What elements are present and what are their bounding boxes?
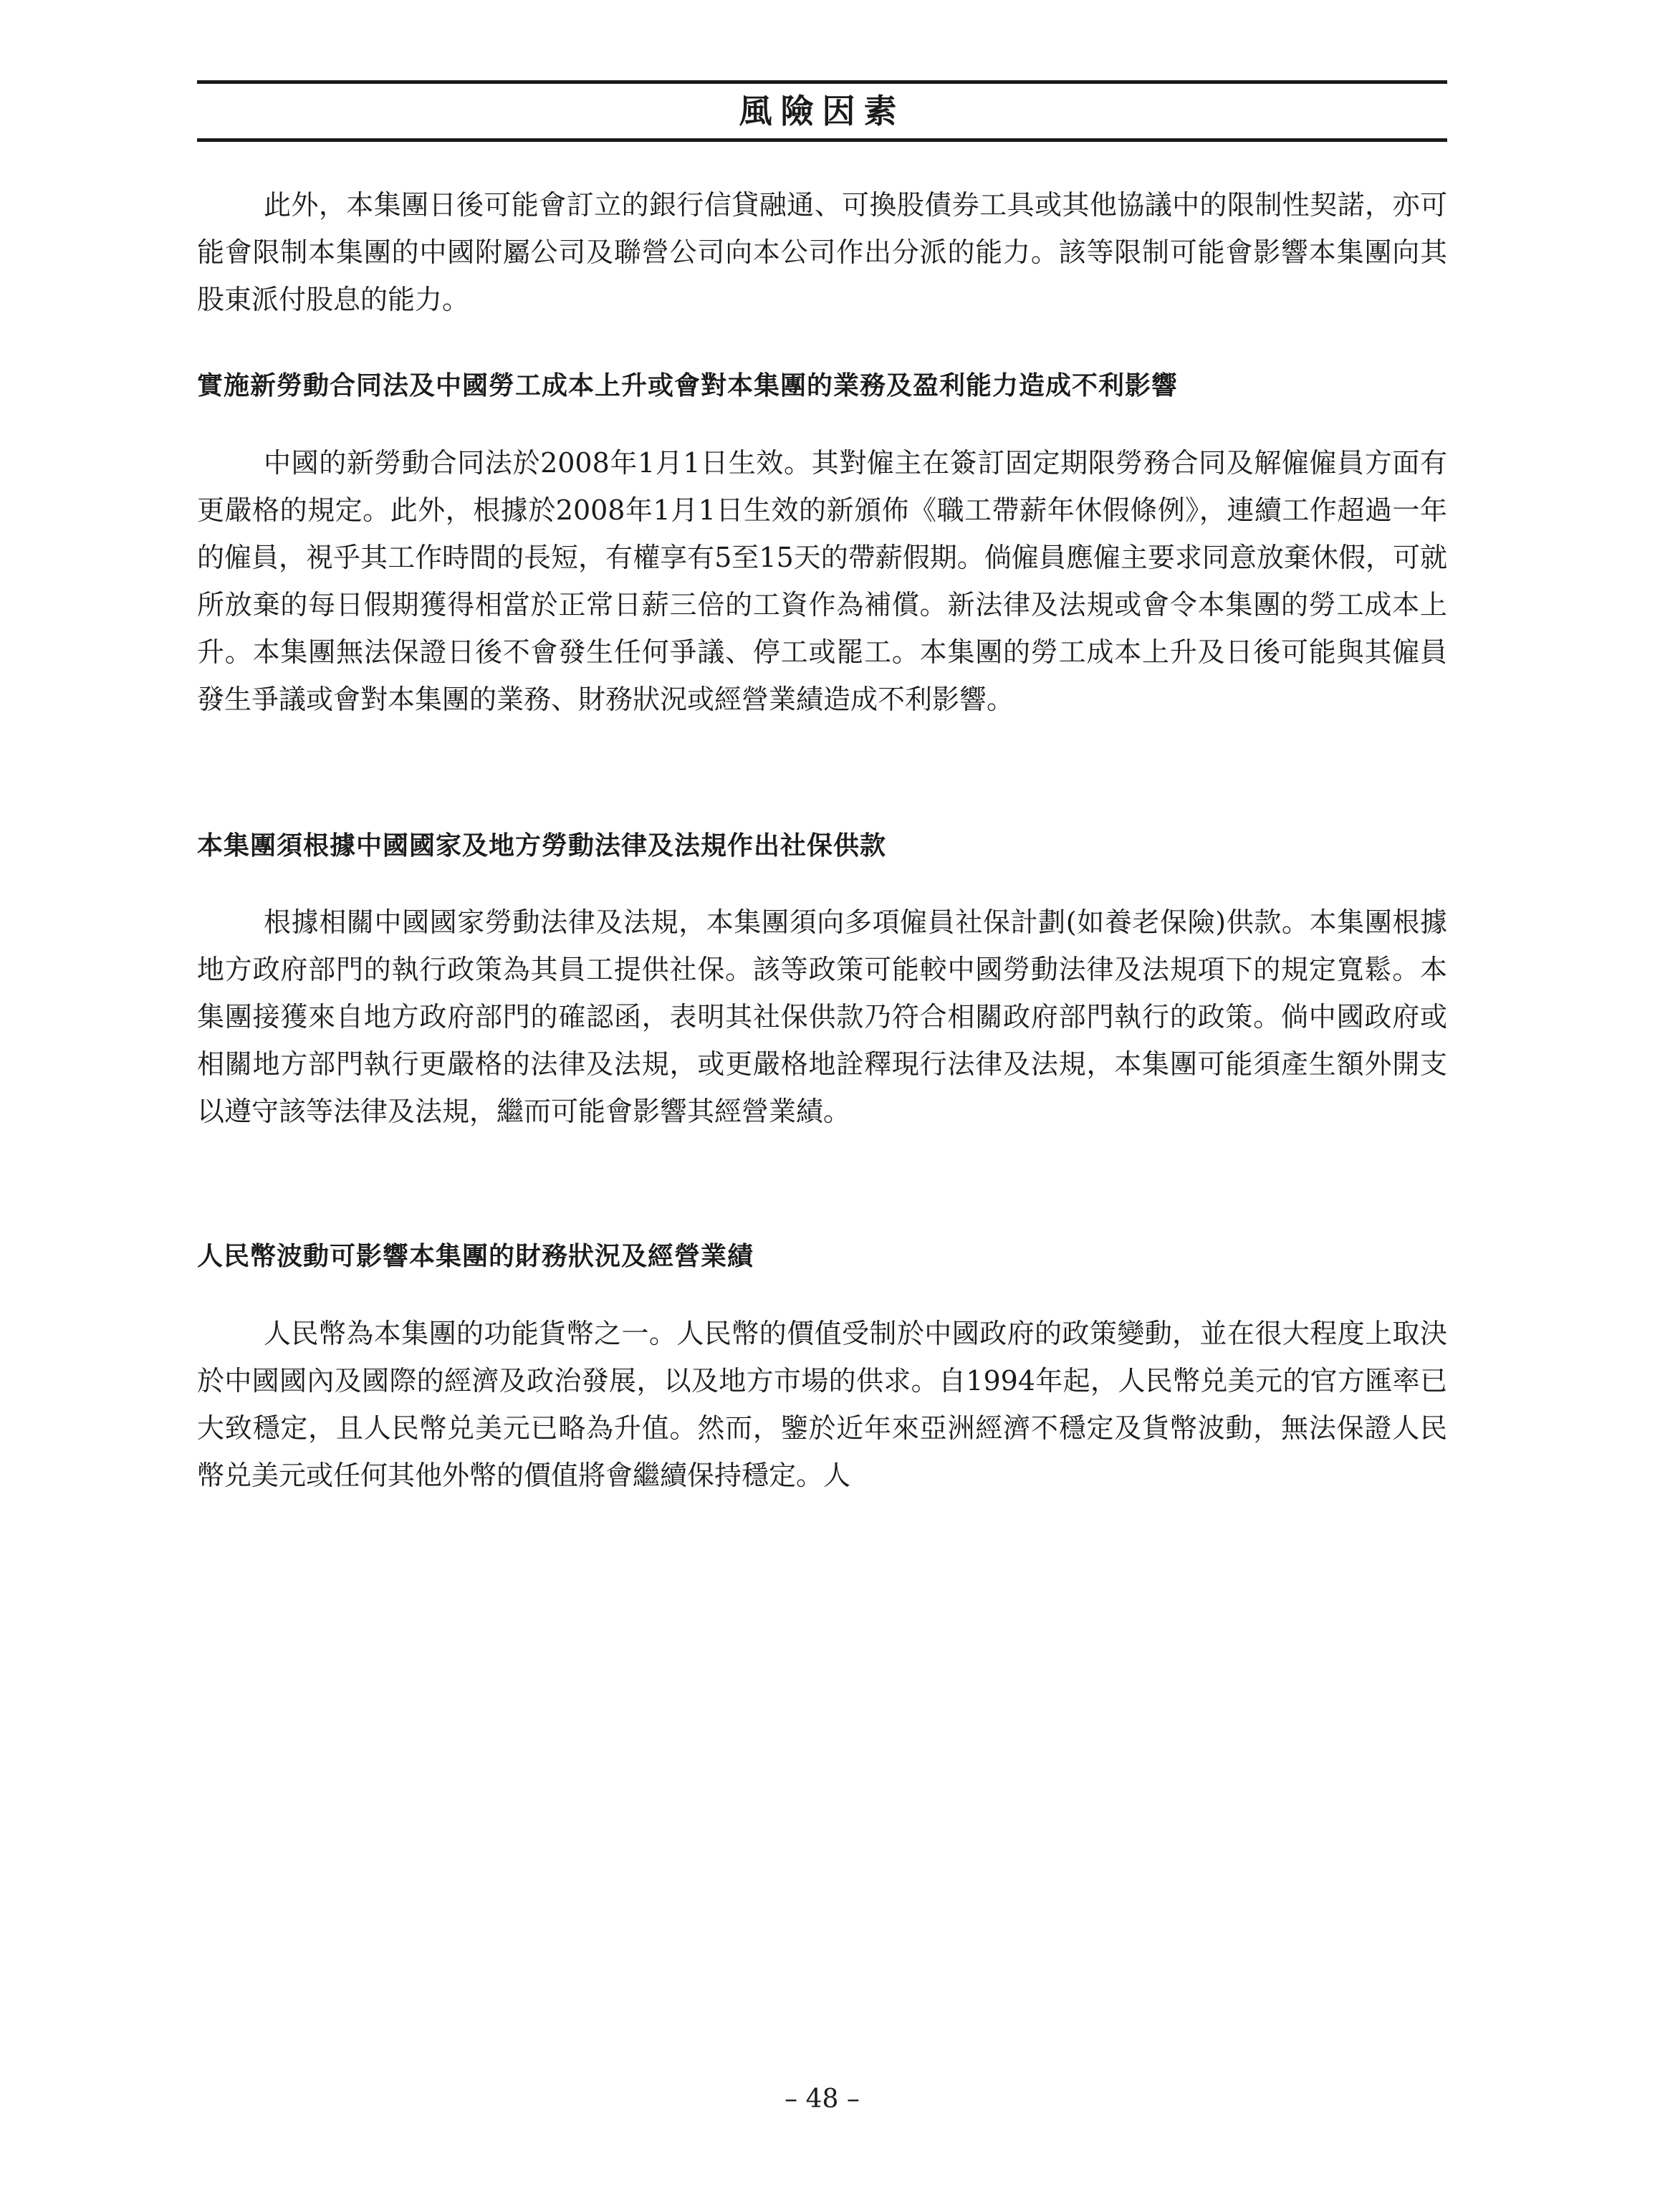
header-bottom-rule — [197, 138, 1447, 142]
page-number: – 48 – — [785, 2084, 860, 2114]
section-body-labour-law: 中國的新勞動合同法於2008年1月1日生效。其對僱主在簽訂固定期限勞務合同及解僱僱員方面有更嚴格的規定。此外，根據於2008年1月1日生效的新頒佈《職工帶薪年休假條例》，連續工作超過一年的僱員，視乎其工作時間的長短，有權享有5至15天的帶薪假期。倘僱員應僱主要求同意放棄休假，可就所放棄的每日假期獲得相當於正常日薪三倍的工資作為補償。新法律及法規或會令本集團的勞工成本上升。本集團無法保證日後不會發生任何爭議、停工或罷工。本集團的勞工成本上升及日後可能與其僱員發生爭議或會對本集團的業務、財務狀況或經營業績造成不利影響。 — [197, 447, 1447, 715]
section-heading-labour-law: 實施新勞動合同法及中國勞工成本上升或會對本集團的業務及盈利能力造成不利影響 — [197, 370, 1179, 401]
header-top-rule — [197, 80, 1447, 84]
section-body-social-insurance: 根據相關中國國家勞動法律及法規，本集團須向多項僱員社保計劃(如養老保險)供款。本集團根據地方政府部門的執行政策為其員工提供社保。該等政策可能較中國勞動法律及法規項下的規定寬鬆。本集團接獲來自地方政府部門的確認函，表明其社保供款乃符合相關政府部門執行的政策。倘中國政府或相關地方部門執行更嚴格的法律及法規，或更嚴格地詮釋現行法律及法規，本集團可能須產生額外開支以遵守該等法律及法規，繼而可能會影響其經營業績。 — [197, 906, 1447, 1127]
section-body-rmb-fluctuation: 人民幣為本集團的功能貨幣之一。人民幣的價值受制於中國政府的政策變動，並在很大程度上取決於中國國內及國際的經濟及政治發展，以及地方市場的供求。自1994年起，人民幣兑美元的官方匯率已大致穩定，且人民幣兑美元已略為升值。然而，鑒於近年來亞洲經濟不穩定及貨幣波動，無法保證人民幣兑美元或任何其他外幣的價值將會繼續保持穩定。人 — [197, 1318, 1447, 1491]
page-header-title: 風險因素 — [739, 92, 906, 130]
section-heading-social-insurance: 本集團須根據中國國家及地方勞動法律及法規作出社保供款 — [197, 830, 887, 861]
document-page — [197, 0, 1447, 2212]
intro-paragraph: 此外，本集團日後可能會訂立的銀行信貸融通、可換股債券工具或其他協議中的限制性契諾，亦可能會限制本集團的中國附屬公司及聯營公司向本公司作出分派的能力。該等限制可能會影響本集團向其股東派付股息的能力。 — [197, 189, 1447, 315]
section-heading-rmb-fluctuation: 人民幣波動可影響本集團的財務狀況及經營業績 — [197, 1241, 754, 1271]
